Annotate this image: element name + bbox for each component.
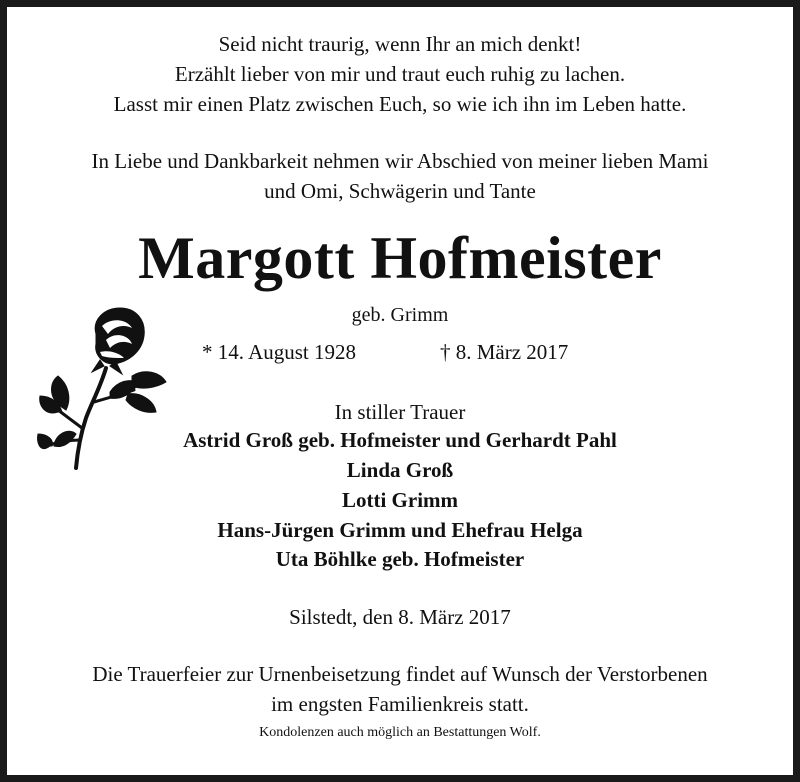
mourner-2: Linda Groß [346, 458, 454, 482]
poem-line-3: Lasst mir einen Platz zwischen Euch, so wie ich ihn im Leben hatte. [113, 92, 687, 116]
mourner-3: Lotti Grimm [341, 488, 459, 512]
birth-name: geb. Grimm [351, 304, 449, 326]
mourner-5: Uta Böhlke geb. Hofmeister [275, 547, 525, 571]
death-date: † 8. März 2017 [440, 340, 569, 364]
birth-date: * 14. August 1928 [202, 340, 357, 364]
mourner-4: Hans-Jürgen Grimm und Ehefrau Helga [217, 518, 583, 542]
deceased-name: Margott Hofmeister [138, 225, 662, 291]
condolences-note: Kondolenzen auch möglich an Bestattungen Wolf. [259, 725, 541, 740]
intro-line-2: und Omi, Schwägerin und Tante [264, 179, 536, 203]
poem-line-1: Seid nicht traurig, wenn Ihr an mich denkt! [218, 32, 582, 56]
intro-line-1: In Liebe und Dankbarkeit nehmen wir Abschied von meiner lieben Mami [91, 149, 709, 173]
poem-line-2: Erzählt lieber von mir und traut euch ruhig zu lachen. [174, 62, 626, 86]
ceremony-line-2: im engsten Familienkreis statt. [271, 692, 529, 716]
ceremony-line-1: Die Trauerfeier zur Urnenbeisetzung findet auf Wunsch der Verstorbenen [92, 662, 708, 686]
mourning-label: In stiller Trauer [334, 400, 466, 424]
mourner-1: Astrid Groß geb. Hofmeister und Gerhardt Pahl [183, 428, 617, 452]
place-date: Silstedt, den 8. März 2017 [289, 605, 511, 629]
